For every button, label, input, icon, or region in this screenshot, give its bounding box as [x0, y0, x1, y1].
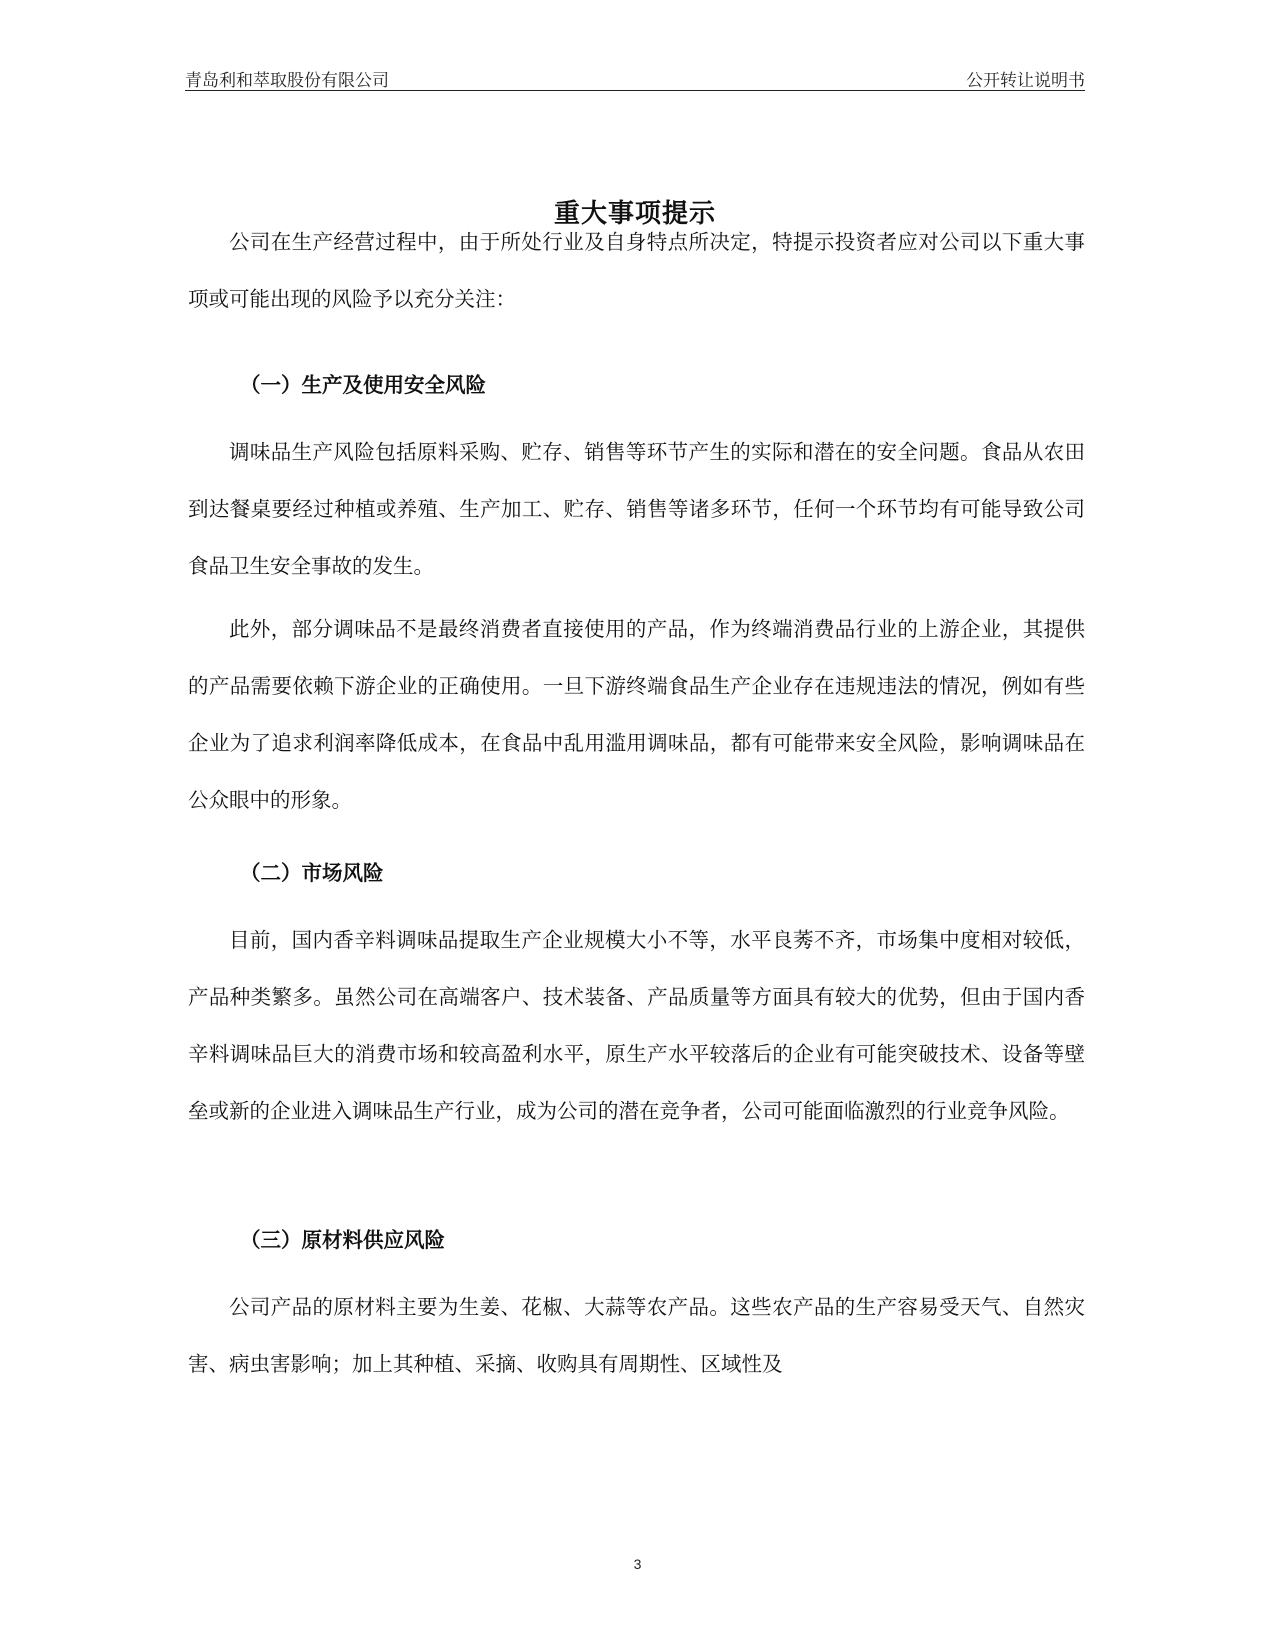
section-heading-market-risk: （二）市场风险 [240, 861, 384, 885]
intro-paragraph: 公司在生产经营过程中，由于所处行业及自身特点所决定，特提示投资者应对公司以下重大事项或可能出现的风险予以充分关注： [188, 230, 1085, 311]
header-company-name: 青岛利和萃取股份有限公司 [185, 71, 389, 91]
body-paragraph: 此外，部分调味品不是最终消费者直接使用的产品，作为终端消费品行业的上游企业，其提供的产品需要依赖下游企业的正确使用。一旦下游终端食品生产企业存在违规违法的情况，例如有些企业为了追求利润率降低成本，在食品中乱用滥用调味品，都有可能带来安全风险，影响调味品在公众眼中的形象。 [188, 617, 1085, 812]
section-heading-raw-material-risk: （三）原材料供应风险 [240, 1228, 445, 1252]
header-divider [185, 90, 1085, 91]
header-document-type: 公开转让说明书 [966, 71, 1085, 91]
body-paragraph: 公司产品的原材料主要为生姜、花椒、大蒜等农产品。这些农产品的生产容易受天气、自然灾害、病虫害影响；加上其种植、采摘、收购具有周期性、区域性及 [188, 1295, 1085, 1376]
section-heading-production-safety: （一）生产及使用安全风险 [240, 373, 486, 397]
page-number: 3 [633, 1556, 642, 1572]
page-header [185, 66, 1085, 90]
page-title: 重大事项提示 [553, 199, 716, 230]
body-paragraph: 调味品生产风险包括原料采购、贮存、销售等环节产生的实际和潜在的安全问题。食品从农田到达餐桌要经过种植或养殖、生产加工、贮存、销售等诸多环节，任何一个环节均有可能导致公司食品卫生安全事故的发生。 [188, 440, 1085, 578]
body-paragraph: 目前，国内香辛料调味品提取生产企业规模大小不等，水平良莠不齐，市场集中度相对较低，产品种类繁多。虽然公司在高端客户、技术装备、产品质量等方面具有较大的优势，但由于国内香辛料调味品巨大的消费市场和较高盈利水平，原生产水平较落后的企业有可能突破技术、设备等壁垒或新的企业进入调味品生产行业，成为公司的潜在竞争者，公司可能面临激烈的行业竞争风险。 [188, 928, 1085, 1123]
